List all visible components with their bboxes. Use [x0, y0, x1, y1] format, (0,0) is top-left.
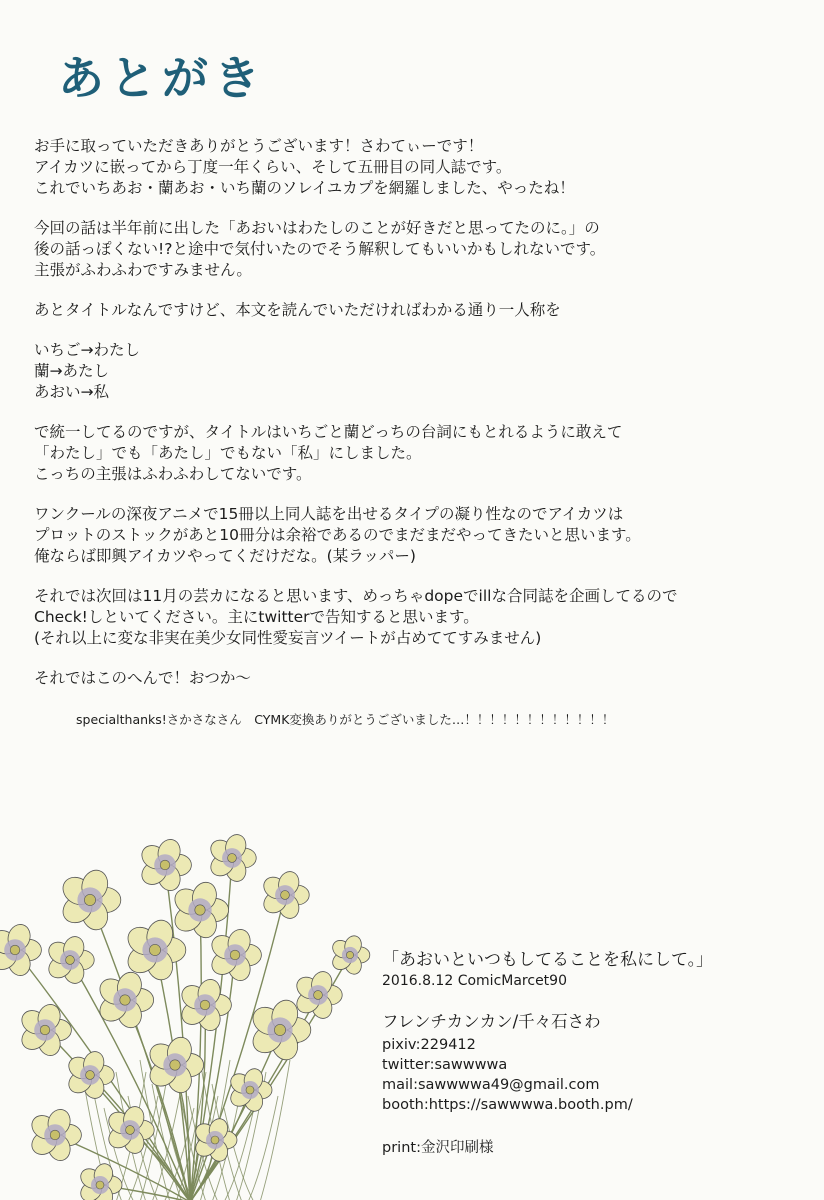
paragraph-unify	[34, 422, 814, 485]
booth-link[interactable]: booth:https://sawwwwa.booth.pm/	[382, 1097, 633, 1113]
flower	[170, 879, 229, 941]
text-line: ワンクールの深夜アニメで15冊以上同人誌を出せるタイプの凝り性なのでアイカツは	[34, 505, 624, 523]
special-thanks: specialthanks!さかさなさん CYMK変換ありがとうございました…！！！！！！！！！！！！	[76, 712, 615, 727]
flower	[207, 927, 261, 984]
flower-bouquet-illustration	[0, 830, 380, 1200]
flower	[58, 867, 121, 933]
paragraph-plans	[34, 504, 814, 567]
flower	[177, 977, 231, 1034]
flower	[207, 832, 257, 884]
text-line: あとタイトルなんですけど、本文を読んでいただければわかる通り一人称を	[34, 301, 561, 319]
paragraph-story	[34, 218, 814, 281]
text-line: 主張がふわふわですみません。	[34, 261, 252, 279]
circle-author: フレンチカンカン/千々石さわ	[382, 1012, 601, 1031]
flower	[329, 934, 370, 977]
text-line: 俺ならば即興アイカツやってくだけだな。(某ラッパー)	[34, 547, 416, 565]
flower	[77, 1161, 122, 1200]
text-line: アイカツに嵌ってから丁度一年くらい、そして五冊目の同人誌です。	[34, 158, 512, 176]
text-line: これでいちあお・蘭あお・いち蘭のソレイユカプを網羅しました、やったね！	[34, 179, 575, 197]
text-line: お手に取っていただきありがとうございます！さわてぃーです！	[34, 137, 484, 155]
event-date: 2016.8.12 ComicMarcet90	[382, 973, 567, 989]
printer-credit: print:金沢印刷様	[382, 1140, 494, 1156]
text-line: いちご→わたし	[34, 341, 140, 359]
colophon	[382, 949, 812, 1158]
flower	[45, 934, 95, 986]
text-line: あおい→私	[34, 383, 109, 401]
text-line: プロットのストックがあと10冊分は余裕であるのでまだまだやってきたいと思います。	[34, 526, 641, 544]
text-line: 後の話っぽくない!?と途中で気付いたのでそう解釈してもいいかもしれないです。	[34, 240, 606, 258]
page-title: あとがき	[58, 51, 266, 105]
text-line: それではこのへんで！おつか〜	[34, 669, 251, 687]
book-title: 「あおいといつもしてることを私にして。」	[382, 950, 714, 970]
text-line: Check!しといてください。主にtwitterで告知すると思います。	[34, 608, 479, 626]
email-link[interactable]: mail:sawwwwa49@gmail.com	[382, 1077, 600, 1093]
afterword-body	[34, 136, 814, 708]
flower	[27, 1107, 81, 1164]
paragraph-greeting	[34, 136, 814, 199]
text-line: こっちの主張はふわふわしてないです。	[34, 465, 312, 483]
stem	[190, 1030, 280, 1200]
flower	[293, 969, 343, 1021]
paragraph-title-note	[34, 300, 814, 321]
flower	[260, 869, 310, 921]
paragraph-pronouns	[34, 340, 814, 403]
paragraph-closing	[34, 668, 814, 689]
flower	[105, 1104, 155, 1156]
text-line: 今回の話は半年前に出した「あおいはわたしのことが好きだと思ってたのに。」の	[34, 219, 600, 237]
text-line: で統一してるのですが、タイトルはいちごと蘭どっちの台詞にもとれるように敢えて	[34, 423, 623, 441]
flower	[227, 1066, 272, 1113]
text-line: それでは次回は11月の芸カになると思います、めっちゃdopeでillな合同誌を企画してるので	[34, 587, 678, 605]
flower	[0, 922, 41, 979]
flower	[145, 1034, 204, 1096]
twitter-link[interactable]: twitter:sawwwwa	[382, 1057, 508, 1073]
text-line: (それ以上に変な非実在美少女同性愛妄言ツイートが占めててすみません)	[34, 629, 542, 647]
text-line: 蘭→あたし	[34, 362, 109, 380]
text-line: 「わたし」でも「あたし」でもない「私」にしました。	[34, 444, 422, 462]
flower	[137, 837, 191, 894]
pixiv-link[interactable]: pixiv:229412	[382, 1037, 476, 1053]
paragraph-next-event	[34, 586, 814, 649]
